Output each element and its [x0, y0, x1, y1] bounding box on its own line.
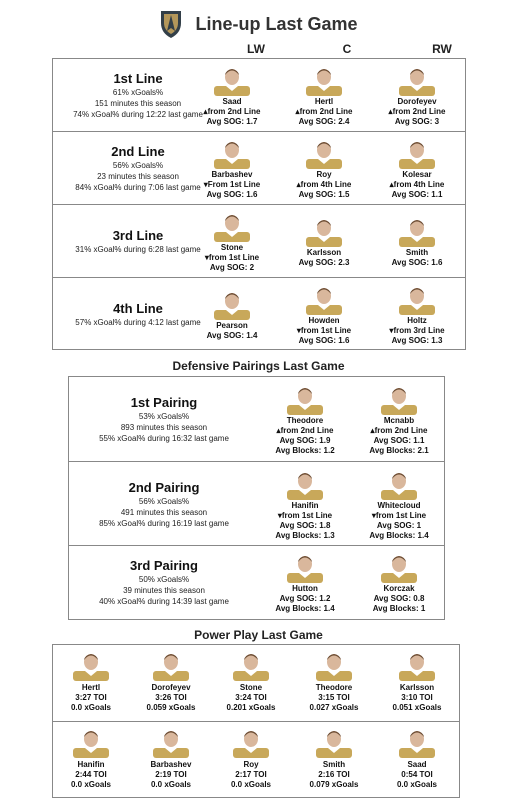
player-photo-icon — [214, 288, 250, 320]
player-photo-icon — [399, 283, 435, 315]
player-stat: Avg Blocks: 1 — [372, 604, 426, 613]
power-play-player — [56, 649, 126, 713]
player-stat: Avg SOG: 1.4 — [206, 331, 258, 340]
golden-knights-shield-icon — [159, 9, 183, 39]
player-card — [195, 137, 269, 200]
power-play-toi: 2:44 TOI — [75, 770, 107, 779]
power-play-toi: 3:15 TOI — [318, 693, 350, 702]
group-stat-line: 151 minutes this season — [94, 99, 182, 108]
group-stat-line: 31% xGoal% during 6:28 last game — [75, 245, 201, 254]
power-play-toi: 3:26 TOI — [155, 693, 187, 702]
group-stat-line: 61% xGoals% — [112, 88, 164, 97]
player-name: Whitecloud — [377, 501, 421, 510]
player-card — [195, 64, 269, 127]
power-play-player — [299, 649, 369, 713]
power-play-xg: 0.0 xGoals — [396, 780, 438, 789]
power-play-xg: 0.0 xGoals — [70, 780, 112, 789]
player-photo-icon — [316, 726, 352, 758]
power-play-player — [216, 726, 286, 790]
column-headers — [0, 42, 517, 58]
player-card — [287, 283, 361, 346]
power-play-player — [136, 649, 206, 713]
power-play-player — [216, 649, 286, 713]
player-name: Hanifin — [291, 501, 319, 510]
power-play-name: Karlsson — [399, 683, 435, 692]
player-stat: ▴from 2nd Line — [203, 107, 261, 116]
power-play-player — [136, 726, 206, 790]
group-title: 4th Line — [113, 301, 163, 316]
group-stat-line: 74% xGoal% during 12:22 last game — [73, 110, 203, 119]
power-play-toi: 2:17 TOI — [235, 770, 267, 779]
player-stat: Avg SOG: 1.6 — [391, 258, 443, 267]
player-name: Theodore — [286, 416, 324, 425]
player-photo-icon — [214, 137, 250, 169]
player-photo-icon — [214, 64, 250, 96]
player-stat: ▾from 1st Line — [204, 253, 260, 262]
power-play-name: Barbashev — [150, 760, 192, 769]
player-name: Howden — [308, 316, 340, 325]
player-card — [287, 137, 361, 200]
player-photo-icon — [73, 726, 109, 758]
power-play-toi: 0:54 TOI — [401, 770, 433, 779]
player-card — [380, 64, 454, 127]
player-name: Hertl — [314, 97, 334, 106]
player-name: Pearson — [216, 321, 248, 330]
player-stat: Avg Blocks: 1.3 — [275, 531, 335, 540]
defense-pairing-row — [69, 462, 444, 546]
player-name: Roy — [316, 170, 332, 179]
player-photo-icon — [306, 137, 342, 169]
player-stat: ▾from 1st Line — [277, 511, 333, 520]
power-play-name: Hertl — [81, 683, 101, 692]
group-stat-line: 39 minutes this season — [123, 586, 205, 595]
power-play-xg: 0.027 xGoals — [309, 703, 359, 712]
group-stat-line: 56% xGoals% — [138, 497, 190, 506]
player-name: Stone — [220, 243, 244, 252]
defense-pairing-row — [69, 546, 444, 619]
power-play-name: Stone — [239, 683, 263, 692]
power-play-xg: 0.0 xGoals — [70, 703, 112, 712]
player-name: Kolesar — [402, 170, 432, 179]
player-name: Barbashev — [211, 170, 253, 179]
player-name: Dorofeyev — [397, 97, 437, 106]
player-stat: ▾from 1st Line — [371, 511, 427, 520]
power-play-toi: 2:19 TOI — [155, 770, 187, 779]
group-title: 1st Line — [113, 71, 163, 86]
player-stat: ▴from 4th Line — [296, 180, 352, 189]
player-name: Smith — [405, 248, 429, 257]
player-stat: Avg SOG: 1.8 — [279, 521, 331, 530]
power-play-xg: 0.0 xGoals — [230, 780, 272, 789]
power-play-xg: 0.051 xGoals — [392, 703, 442, 712]
power-play-player — [382, 649, 452, 713]
player-card — [362, 383, 436, 456]
power-play-xg: 0.079 xGoals — [309, 780, 359, 789]
player-stat: Avg Blocks: 1.4 — [369, 531, 429, 540]
player-card — [268, 383, 342, 456]
player-stat: Avg SOG: 2.4 — [298, 117, 350, 126]
player-stat: ▾from 1st Line — [296, 326, 352, 335]
player-stat: ▴from 2nd Line — [388, 107, 446, 116]
player-photo-icon — [306, 215, 342, 247]
player-photo-icon — [306, 283, 342, 315]
group-stat-line: 55% xGoal% during 16:32 last game — [99, 434, 229, 443]
player-photo-icon — [287, 551, 323, 583]
group-title: 2nd Line — [111, 144, 165, 159]
player-name: Korczak — [383, 584, 415, 593]
player-photo-icon — [306, 64, 342, 96]
player-card — [362, 468, 436, 541]
player-card — [195, 288, 269, 341]
player-stat: Avg SOG: 1.6 — [298, 336, 350, 345]
player-photo-icon — [233, 726, 269, 758]
page-title: Line-up Last Game — [195, 13, 358, 34]
group-stat-line: 50% xGoals% — [138, 575, 190, 584]
power-play-section-title: Power Play Last Game — [194, 628, 323, 642]
defensive-pairings-table — [68, 376, 445, 620]
column-header-lw: LW — [247, 42, 265, 56]
player-stat: Avg SOG: 2.3 — [298, 258, 350, 267]
power-play-xg: 0.059 xGoals — [146, 703, 196, 712]
power-play-toi: 3:10 TOI — [401, 693, 433, 702]
group-stat-line: 85% xGoal% during 16:19 last game — [99, 519, 229, 528]
player-stat: Avg SOG: 1.1 — [391, 190, 443, 199]
player-stat: Avg SOG: 0.8 — [373, 594, 425, 603]
player-photo-icon — [381, 468, 417, 500]
player-stat: ▴from 2nd Line — [276, 426, 334, 435]
group-info — [69, 395, 259, 444]
player-name: Karlsson — [306, 248, 342, 257]
player-stat: Avg SOG: 2 — [209, 263, 255, 272]
player-stat: Avg SOG: 1.6 — [206, 190, 258, 199]
power-play-row — [53, 722, 459, 799]
group-stat-line: 56% xGoals% — [112, 161, 164, 170]
player-stat: Avg Blocks: 1.4 — [275, 604, 335, 613]
player-photo-icon — [399, 137, 435, 169]
forward-lines-table — [52, 58, 466, 350]
player-card — [268, 468, 342, 541]
group-info — [69, 480, 259, 529]
player-stat: ▾From 1st Line — [203, 180, 261, 189]
player-card — [380, 137, 454, 200]
power-play-table — [52, 644, 460, 798]
player-card — [380, 283, 454, 346]
column-header-rw: RW — [432, 42, 452, 56]
power-play-name: Saad — [407, 760, 427, 769]
power-play-name: Smith — [322, 760, 346, 769]
power-play-name: Roy — [243, 760, 259, 769]
player-stat: Avg Blocks: 1.2 — [275, 446, 335, 455]
player-card — [362, 551, 436, 614]
power-play-toi: 3:27 TOI — [75, 693, 107, 702]
player-stat: Avg SOG: 1 — [376, 521, 422, 530]
player-stat: ▴from 2nd Line — [295, 107, 353, 116]
group-title: 3rd Line — [112, 228, 164, 243]
player-card — [287, 64, 361, 127]
group-title: 1st Pairing — [130, 395, 198, 410]
player-photo-icon — [73, 649, 109, 681]
group-stat-line: 893 minutes this season — [120, 423, 208, 432]
player-stat: Avg SOG: 1.2 — [279, 594, 331, 603]
player-stat: Avg SOG: 1.1 — [373, 436, 425, 445]
group-title: 3rd Pairing — [130, 558, 198, 573]
column-header-c: C — [342, 42, 352, 56]
power-play-player — [299, 726, 369, 790]
player-photo-icon — [233, 649, 269, 681]
player-stat: Avg SOG: 1.9 — [279, 436, 331, 445]
forward-line-row — [53, 132, 465, 205]
player-photo-icon — [214, 210, 250, 242]
power-play-xg: 0.201 xGoals — [226, 703, 276, 712]
player-photo-icon — [399, 215, 435, 247]
group-title: 2nd Pairing — [128, 480, 200, 495]
defense-section-title: Defensive Pairings Last Game — [172, 359, 345, 373]
player-stat: ▴from 4th Line — [389, 180, 445, 189]
player-photo-icon — [287, 468, 323, 500]
player-stat: Avg SOG: 3 — [394, 117, 440, 126]
power-play-player — [382, 726, 452, 790]
player-stat: Avg SOG: 1.5 — [298, 190, 350, 199]
power-play-name: Theodore — [315, 683, 353, 692]
player-stat: ▾from 3rd Line — [389, 326, 445, 335]
player-name: Mcnabb — [383, 416, 415, 425]
power-play-player — [56, 726, 126, 790]
forward-line-row — [53, 278, 465, 351]
player-stat: ▴from 2nd Line — [370, 426, 428, 435]
player-photo-icon — [153, 726, 189, 758]
player-card — [268, 551, 342, 614]
player-photo-icon — [153, 649, 189, 681]
player-stat: Avg SOG: 1.7 — [206, 117, 258, 126]
group-stat-line: 491 minutes this season — [120, 508, 208, 517]
forward-line-row — [53, 205, 465, 278]
player-card — [287, 215, 361, 268]
player-card — [195, 210, 269, 273]
group-stat-line: 84% xGoal% during 7:06 last game — [75, 183, 201, 192]
group-stat-line: 23 minutes this season — [97, 172, 179, 181]
power-play-toi: 2:16 TOI — [318, 770, 350, 779]
defense-pairing-row — [69, 377, 444, 462]
power-play-xg: 0.0 xGoals — [150, 780, 192, 789]
group-info — [69, 558, 259, 607]
player-card — [380, 215, 454, 268]
player-photo-icon — [316, 649, 352, 681]
page-header — [0, 8, 517, 40]
power-play-name: Dorofeyev — [151, 683, 191, 692]
player-photo-icon — [399, 64, 435, 96]
group-stat-line: 40% xGoal% during 14:39 last game — [99, 597, 229, 606]
player-stat: Avg SOG: 1.3 — [391, 336, 443, 345]
power-play-name: Hanifin — [77, 760, 105, 769]
power-play-row — [53, 645, 459, 722]
player-photo-icon — [381, 383, 417, 415]
group-stat-line: 57% xGoal% during 4:12 last game — [75, 318, 201, 327]
player-photo-icon — [399, 726, 435, 758]
player-name: Saad — [222, 97, 242, 106]
player-photo-icon — [399, 649, 435, 681]
group-stat-line: 53% xGoals% — [138, 412, 190, 421]
player-stat: Avg Blocks: 2.1 — [369, 446, 429, 455]
player-photo-icon — [381, 551, 417, 583]
player-name: Holtz — [407, 316, 427, 325]
forward-line-row — [53, 59, 465, 132]
power-play-toi: 3:24 TOI — [235, 693, 267, 702]
player-name: Hutton — [292, 584, 318, 593]
player-photo-icon — [287, 383, 323, 415]
